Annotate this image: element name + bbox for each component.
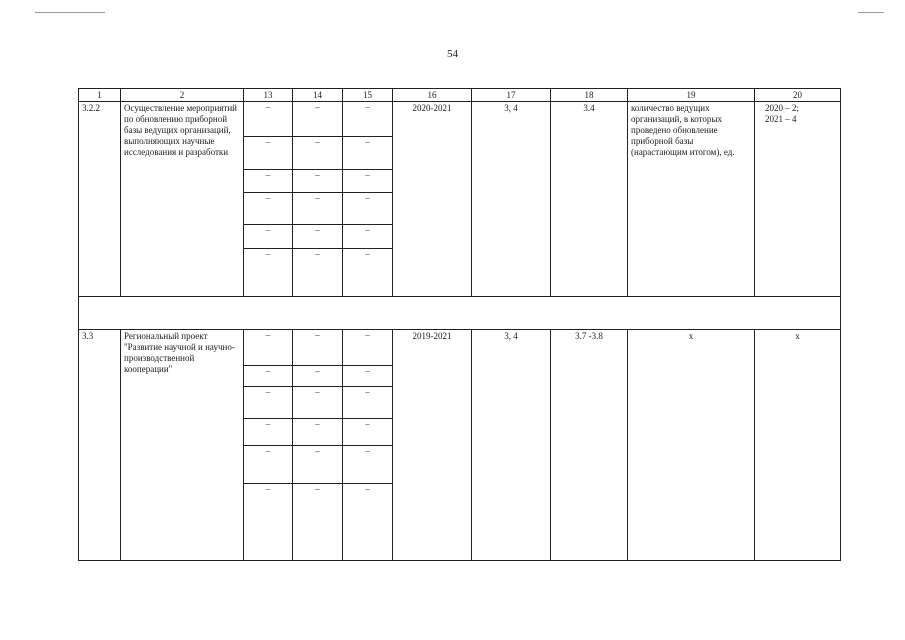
dash-cell: – [244,330,293,366]
dash-cell: – [293,366,343,387]
column-header: 17 [472,89,551,102]
target-values-cell [755,102,841,297]
dash-cell: – [293,387,343,419]
dash-cell: – [244,419,293,446]
column-header: 13 [244,89,293,102]
dash-cell: – [293,170,343,193]
scan-artifact-left [35,12,105,13]
col18-cell: 3.4 [551,102,628,297]
dash-cell: – [343,330,393,366]
dash-cell: – [244,366,293,387]
dash-cell: – [244,484,293,561]
row-name: Осуществление мероприятий по обновлению приборной базы ведущих организаций, выполняющих научные исследования и разработки [121,102,244,297]
dash-cell: – [244,193,293,225]
column-header: 15 [343,89,393,102]
target-value-line: 2021 – 4 [765,114,797,124]
dash-cell: – [244,387,293,419]
column-header: 19 [628,89,755,102]
column-header: 1 [79,89,121,102]
spacer-row [79,297,841,330]
dash-cell: – [343,366,393,387]
scan-artifact-right [858,12,884,13]
period-cell: 2019-2021 [393,330,472,561]
dash-cell: – [343,249,393,297]
dash-cell: – [343,225,393,249]
header-row [79,89,841,102]
dash-cell: – [244,102,293,137]
dash-cell: – [293,193,343,225]
col17-cell: 3, 4 [472,330,551,561]
col17-cell: 3, 4 [472,102,551,297]
column-header: 14 [293,89,343,102]
table-row [79,102,841,137]
row-name: Региональный проект "Развитие научной и научно-производственной кооперации" [121,330,244,561]
dash-cell: – [343,102,393,137]
row-id: 3.2.2 [79,102,121,297]
dash-cell: – [244,225,293,249]
dash-cell: – [244,446,293,484]
dash-cell: – [244,249,293,297]
dash-cell: – [293,484,343,561]
dash-cell: – [343,170,393,193]
indicator-cell: х [628,330,755,561]
indicator-cell: количество ведущих организаций, в которых проведено обновление приборной базы (нарастающим итогом), ед. [628,102,755,297]
column-header: 16 [393,89,472,102]
dash-cell: – [343,193,393,225]
dash-cell: – [293,330,343,366]
period-cell: 2020-2021 [393,102,472,297]
dash-cell: – [293,225,343,249]
column-header: 18 [551,89,628,102]
dash-cell: – [343,137,393,170]
col18-cell: 3.7 -3.8 [551,330,628,561]
dash-cell: – [343,484,393,561]
target-values-cell: х [755,330,841,561]
dash-cell: – [343,446,393,484]
target-value-line: 2020 – 2; [765,103,800,113]
dash-cell: – [244,170,293,193]
dash-cell: – [293,249,343,297]
column-header: 2 [121,89,244,102]
row-id: 3.3 [79,330,121,561]
page-number: 54 [447,48,458,60]
spacer-cell [79,297,841,330]
table-row [79,330,841,366]
dash-cell: – [293,446,343,484]
column-header: 20 [755,89,841,102]
dash-cell: – [293,102,343,137]
dash-cell: – [293,137,343,170]
dash-cell: – [343,419,393,446]
dash-cell: – [343,387,393,419]
dash-cell: – [293,419,343,446]
dash-cell: – [244,137,293,170]
data-table [78,88,841,561]
